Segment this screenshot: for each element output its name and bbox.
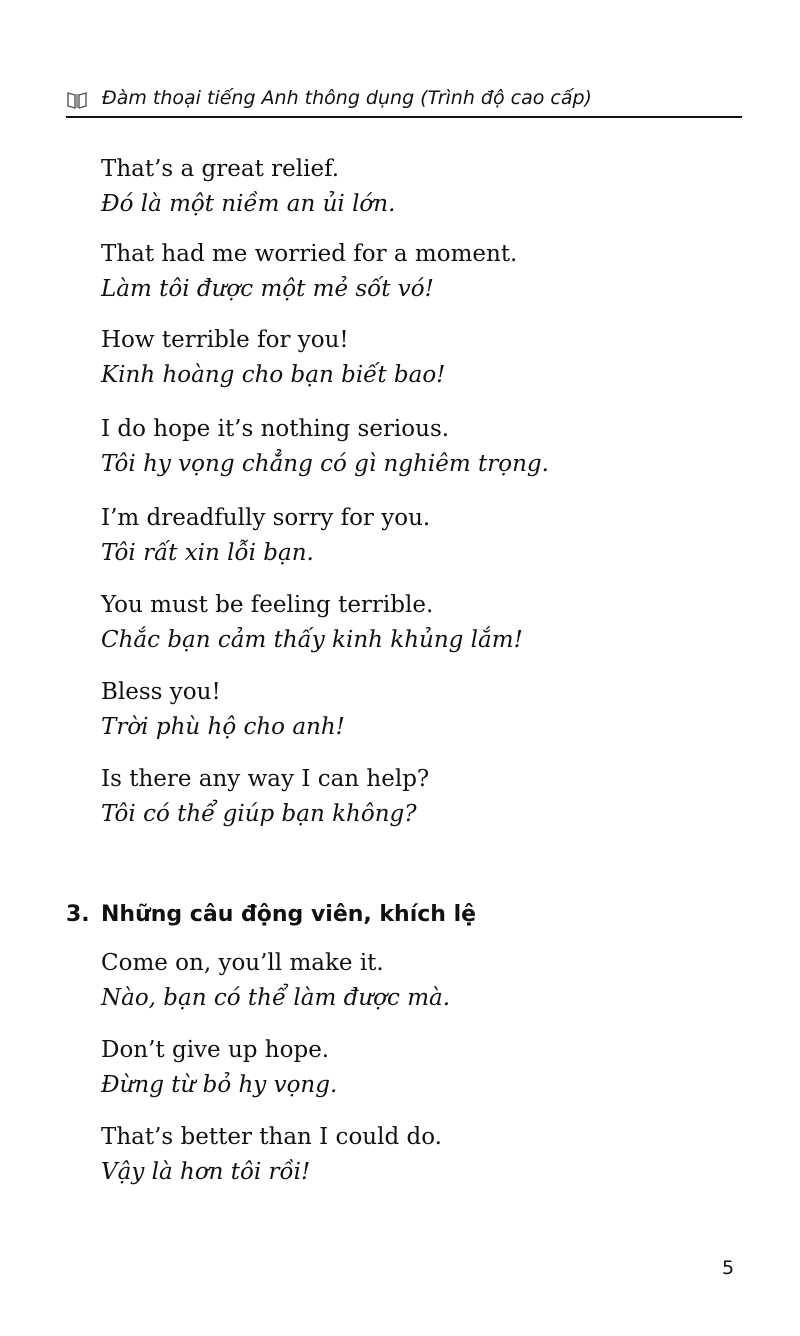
vietnamese-translation: Tôi rất xin lỗi bạn. (101, 540, 314, 566)
english-phrase: That had me worried for a moment. (101, 241, 518, 267)
phrase-item (101, 675, 761, 745)
vietnamese-translation: Kinh hoàng cho bạn biết bao! (101, 362, 446, 388)
vietnamese-translation: Đó là một niềm an ủi lớn. (101, 191, 396, 217)
running-header (66, 86, 742, 118)
english-phrase: That’s a great relief. (101, 156, 340, 182)
phrase-list (101, 152, 761, 832)
english-phrase: I’m dreadfully sorry for you. (101, 505, 431, 531)
page-number: 5 (722, 1257, 735, 1279)
vietnamese-translation: Tôi có thể giúp bạn không? (101, 801, 417, 827)
phrase-item (101, 237, 761, 307)
english-phrase: You must be feeling terrible. (101, 592, 434, 618)
phrase-item (101, 412, 761, 482)
english-phrase: Don’t give up hope. (101, 1037, 330, 1063)
vietnamese-translation: Tôi hy vọng chẳng có gì nghiêm trọng. (101, 451, 549, 477)
vietnamese-translation: Trời phù hộ cho anh! (101, 714, 345, 740)
english-phrase: Come on, you’ll make it. (101, 950, 384, 976)
phrase-item (101, 946, 761, 1016)
phrase-item (101, 1120, 761, 1190)
english-phrase: How terrible for you! (101, 327, 349, 353)
phrase-item (101, 588, 761, 658)
phrase-item (101, 762, 761, 832)
vietnamese-translation: Làm tôi được một mẻ sốt vó! (101, 276, 434, 302)
book-ornament-icon (66, 90, 88, 110)
vietnamese-translation: Chắc bạn cảm thấy kinh khủng lắm! (101, 627, 523, 653)
english-phrase: Bless you! (101, 679, 221, 705)
section-heading (66, 902, 476, 927)
section-title: Những câu động viên, khích lệ (101, 902, 477, 927)
vietnamese-translation: Vậy là hơn tôi rồi! (101, 1159, 311, 1185)
phrase-item (101, 501, 761, 571)
vietnamese-translation: Nào, bạn có thể làm được mà. (101, 985, 451, 1011)
vietnamese-translation: Đừng từ bỏ hy vọng. (101, 1072, 338, 1098)
english-phrase: I do hope it’s nothing serious. (101, 416, 450, 442)
header-title: Đàm thoại tiếng Anh thông dụng (Trình độ cao cấp) (102, 87, 592, 109)
phrase-item (101, 152, 761, 222)
phrase-item (101, 323, 761, 393)
phrase-item (101, 1033, 761, 1103)
english-phrase: That’s better than I could do. (101, 1124, 442, 1150)
english-phrase: Is there any way I can help? (101, 766, 430, 792)
section-number: 3. (66, 902, 90, 927)
section-phrase-list (101, 946, 761, 1190)
